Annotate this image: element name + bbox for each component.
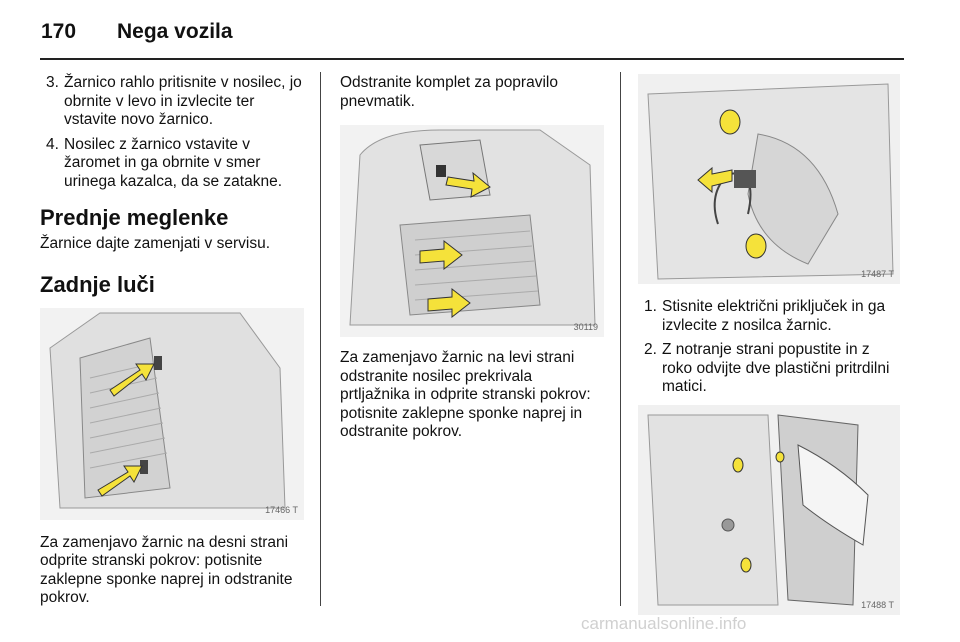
figure-rear-side-cover (40, 308, 304, 520)
figure-left-trunk (340, 125, 604, 337)
heading-rear-lights: Zadnje luči (40, 271, 155, 297)
step-text: Nosilec z žarnico vstavite v žaromet in ga obrnite v smer urinega kazalca, da se zatakne. (64, 135, 282, 190)
figure-nuts (638, 405, 900, 615)
heading-fog-lights: Prednje meglenke (40, 205, 229, 230)
figure-code: 17488 T (861, 599, 894, 610)
step-text: Z notranje strani popustite in z roko odvijte dve plastični pritrdilni matici. (662, 341, 890, 395)
column-left (40, 74, 308, 608)
step-number: 2. (644, 341, 657, 358)
illustration-trunk (340, 125, 604, 337)
column-divider (620, 72, 621, 606)
illustration-side-cover (40, 308, 304, 520)
figure-code: 17487 T (861, 269, 894, 279)
figure-code: 17466 T (265, 504, 298, 515)
section-title: Nega vozila (117, 20, 233, 43)
step-item (40, 136, 308, 192)
intro-text: Odstranite komplet za popravilo pnevmatik. (340, 74, 558, 110)
rear-lights-text: Za zamenjavo žarnic na desni strani odprite stranski pokrov: potisnite zaklepne sponke naprej in odstranite pokrov. (40, 533, 293, 606)
step-number: 1. (644, 298, 657, 315)
column-middle (340, 74, 606, 442)
step-text: Žarnico rahlo pritisnite v nosilec, jo obrnite v levo in izvlecite ter vstavite novo žarnico. (64, 74, 302, 128)
illustration-nuts (638, 405, 900, 615)
column-divider (320, 72, 321, 606)
figure-code: 30119 (573, 322, 598, 332)
step-item (638, 298, 904, 335)
step-number: 4. (46, 135, 59, 153)
fog-lights-text: Žarnice dajte zamenjati v servisu. (40, 235, 271, 252)
column-right (638, 74, 904, 615)
watermark: carmanualsonline.info (581, 614, 747, 633)
page-number: 170 (41, 20, 77, 43)
left-side-text: Za zamenjavo žarnic na levi strani odstranite nosilec prekrivala prtljažnika in odprite stranski pokrov: potisnite zaklepne sponke naprej in odstranite pokrov. (340, 349, 591, 440)
step-item (40, 74, 308, 130)
header-rule (40, 58, 904, 60)
illustration-connector (638, 74, 900, 284)
step-item (638, 341, 904, 397)
figure-connector (638, 74, 900, 284)
page-header (41, 14, 233, 50)
step-number: 3. (46, 74, 59, 91)
step-text: Stisnite električni priključek in ga izvlecite z nosilca žarnic. (662, 298, 886, 334)
